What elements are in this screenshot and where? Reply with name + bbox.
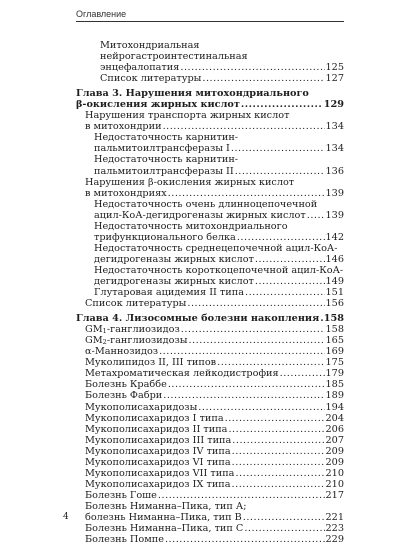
toc-entry-title: [85, 335, 187, 346]
toc-entry-title-prefix: GM: [85, 324, 103, 336]
toc-entry-line: [85, 435, 344, 446]
toc-entry-title-subscript: 2: [102, 338, 107, 347]
toc-entry: [76, 265, 344, 287]
toc-entry-title: [85, 177, 294, 188]
toc-entry-title-text: Список литературы: [85, 298, 187, 310]
dot-leader: [245, 287, 325, 298]
toc-entry-line: [85, 368, 344, 379]
toc-entry-title-text: Болезнь Ниманна–Пика, тип А;: [85, 500, 247, 512]
toc-entry-title: [85, 435, 231, 446]
toc-entry-line: [85, 512, 344, 523]
toc-entry: [76, 468, 344, 479]
dot-leader: [241, 99, 323, 110]
toc-page-number: 209: [325, 456, 344, 468]
toc-entry-title: [85, 523, 243, 534]
toc-entry: [76, 435, 344, 446]
dot-leader: [232, 457, 325, 468]
toc-chapter-entry: [76, 313, 344, 324]
dot-leader: [235, 468, 324, 479]
toc-page-number: 146: [325, 253, 344, 265]
toc-entry-line: [100, 62, 344, 73]
toc-entry: [76, 490, 344, 501]
toc-entry-title-text: Глава 4. Лизосомные болезни накопления: [76, 313, 320, 325]
toc-entry-line: [85, 534, 344, 545]
dot-leader: [202, 73, 324, 84]
toc-entry-title-text: ацил-КоА-дегидрогеназы жирных кислот: [94, 209, 306, 221]
toc-page-number: 223: [325, 523, 344, 535]
toc-entry-title: [76, 313, 319, 324]
toc-entry-title: [85, 490, 157, 501]
toc-page-number: 217: [325, 489, 344, 501]
toc-entry-line: [94, 243, 344, 254]
toc-page-number: 149: [325, 275, 344, 287]
toc-entry-title: [85, 188, 167, 199]
dot-leader: [187, 298, 324, 309]
toc-entry-title-text: Болезнь Ниманна–Пика, тип С: [85, 523, 244, 535]
toc-entry-line: [85, 324, 344, 335]
toc-entry-title: [85, 424, 227, 435]
toc-chapter-entry: [76, 88, 344, 110]
toc-entry-title: [85, 501, 247, 512]
toc-entry-title-text: Мукополисахаридоз IV типа: [85, 445, 231, 457]
toc-page-number: 209: [325, 445, 344, 457]
toc-entry: [76, 298, 344, 309]
toc-entry-title-text: Болезнь Гоше: [85, 489, 157, 501]
toc-entry-title-text: Болезнь Помпе: [85, 534, 164, 545]
toc-entry-title: [85, 402, 197, 413]
dot-leader: [235, 166, 325, 177]
dot-leader: [231, 143, 325, 154]
toc-page-number: 136: [325, 165, 344, 177]
toc-entry-line: [94, 166, 344, 177]
toc-entry-title-text: Мукополисахаридоз III типа: [85, 434, 232, 446]
toc-page-number: 210: [325, 478, 344, 490]
toc-entry-title: [94, 232, 236, 243]
toc-entry-line: [94, 232, 344, 243]
toc-entry-title-text: Мукополисахаридозы: [85, 401, 198, 413]
toc-entry-title: [85, 413, 224, 424]
dot-leader: [232, 446, 325, 457]
running-header: [76, 9, 344, 22]
toc-entry-title: [100, 40, 248, 62]
toc-entry-line: [85, 346, 344, 357]
toc-entry-title-text: пальмитоилтрансферазы II: [94, 165, 234, 177]
toc-entry-title: [85, 110, 289, 121]
toc-entry-title: [94, 243, 338, 254]
dot-leader: [159, 346, 324, 357]
toc-page-number: 210: [325, 467, 344, 479]
toc-entry-line: [94, 154, 344, 165]
toc-entry-line: [94, 143, 344, 154]
toc-entry: [76, 501, 344, 523]
toc-entry-line: [85, 188, 344, 199]
toc-entry-title-text: Недостаточность митохондриального: [94, 220, 288, 232]
toc-page-number: 134: [325, 121, 344, 133]
toc-page-number: 169: [325, 346, 344, 358]
toc-entry-line: [85, 379, 344, 390]
toc-page-number: 221: [325, 511, 344, 523]
toc-entry-title: [85, 534, 164, 545]
toc-entry-title-text: Митохондриальная нейрогастроинтестинальная: [100, 40, 248, 63]
toc-entry-line: [85, 402, 344, 413]
dot-leader: [188, 335, 324, 346]
toc-entry: [76, 534, 344, 545]
toc-page-number: 206: [325, 423, 344, 435]
toc-entry-title-text: Список литературы: [100, 73, 202, 85]
toc-page-number: 175: [325, 357, 344, 369]
toc-entry: [76, 379, 344, 390]
toc-page-number: 125: [325, 62, 344, 74]
dot-leader: [244, 523, 324, 534]
toc-entry-line: [85, 468, 344, 479]
dot-leader: [232, 435, 324, 446]
toc-entry-title-text: дегидрогеназы жирных кислот: [94, 253, 254, 265]
toc-entry-title: [100, 62, 179, 73]
toc-page-number: 229: [325, 534, 344, 545]
toc-page-number: 207: [325, 434, 344, 446]
toc-entry-line: [100, 73, 344, 84]
toc-entry-title-text: Глава 3. Нарушения митохондриального: [76, 88, 309, 100]
toc-entry-line: [85, 490, 344, 501]
toc-page-number: 165: [325, 335, 344, 347]
toc-entry-title-text: Недостаточность короткоцепочечной ацил-КоА-: [94, 264, 344, 276]
toc-entry: [76, 457, 344, 468]
toc-entry-title-text: дегидрогеназы жирных кислот: [94, 275, 254, 287]
dot-leader: [232, 479, 325, 490]
toc-entry: [76, 335, 344, 346]
toc-entry-title: [85, 121, 162, 132]
toc-page-number: 156: [325, 298, 344, 310]
toc-entry-title: [85, 298, 186, 309]
toc-page-number: 142: [325, 231, 344, 243]
toc-page-number: 179: [325, 368, 344, 380]
toc-entry-title: [94, 143, 230, 154]
dot-leader: [158, 490, 325, 501]
toc-entry: [76, 523, 344, 534]
toc-entry-line: [85, 479, 344, 490]
toc-entry: [76, 413, 344, 424]
toc-entry: [76, 357, 344, 368]
toc-entry-title: [76, 99, 240, 110]
toc-entry: [76, 154, 344, 176]
toc-entry-title: [85, 324, 180, 335]
toc-entry: [76, 177, 344, 199]
toc-entry-line: [94, 265, 344, 276]
toc-entry-title: [85, 357, 216, 368]
toc-entry-title-text: Нарушения β-окисления жирных кислот: [85, 176, 295, 188]
toc-entry-title: [94, 199, 317, 210]
toc-entry-line: [94, 276, 344, 287]
dot-leader: [243, 512, 325, 523]
toc-entry-title-text: -ганглиозидозы: [106, 335, 188, 347]
toc-entry: [76, 221, 344, 243]
dot-leader: [165, 534, 325, 545]
dot-leader: [181, 324, 325, 335]
toc-entry-title: [94, 287, 244, 298]
toc-entry-line: [85, 501, 344, 512]
toc-entry-title: [94, 254, 254, 265]
toc-entry-title: [85, 346, 158, 357]
toc-entry-title-subscript: 1: [102, 327, 107, 336]
toc-page-number: 194: [325, 401, 344, 413]
dot-leader: [255, 276, 325, 287]
toc-entry-title-text: Болезнь Фабри: [85, 390, 163, 402]
toc-entry-title: [85, 368, 279, 379]
running-header-title: Оглавление: [76, 9, 127, 19]
toc-entry-line: [85, 424, 344, 435]
toc-entry-line: [94, 199, 344, 210]
toc-entry-line: [76, 313, 344, 324]
toc-entry-title-text: Мукополисахаридоз IX типа: [85, 478, 231, 490]
dot-leader: [280, 368, 325, 379]
toc-entry-title: [85, 390, 162, 401]
toc-page-number: 151: [325, 287, 344, 299]
toc-entry-title-text: энцефалопатия: [100, 62, 180, 74]
dot-leader: [255, 254, 325, 265]
toc-entry-title-text: трифункционального белка: [94, 231, 236, 243]
toc-entry-title-text: пальмитоилтрансферазы I: [94, 143, 230, 155]
toc-entry-title-text: Недостаточность очень длинноцепочечной: [94, 198, 318, 210]
toc-entry: [76, 199, 344, 221]
toc-entry: [76, 132, 344, 154]
toc-entry-title: [94, 166, 234, 177]
dot-leader: [198, 402, 324, 413]
toc-entry: [76, 73, 344, 84]
toc-entry: [76, 424, 344, 435]
toc-entry-title-text: Недостаточность карнитин-: [94, 154, 239, 166]
toc-entry-line: [85, 335, 344, 346]
toc-entry-title-text: Недостаточность карнитин-: [94, 132, 239, 144]
toc-entry-title-prefix: GM: [85, 335, 103, 347]
toc-entry: [76, 40, 344, 73]
toc-entry-title: [85, 457, 231, 468]
toc-entry-title-text: Метахроматическая лейкодистрофия: [85, 368, 279, 380]
dot-leader: [320, 313, 323, 324]
toc-entry: [76, 479, 344, 490]
toc-page-number: 158: [325, 324, 344, 336]
toc-entry: [76, 287, 344, 298]
toc-entry-line: [85, 413, 344, 424]
toc-entry-title: [85, 446, 231, 457]
dot-leader: [225, 413, 325, 424]
toc-entry-title-text: Нарушения транспорта жирных кислот: [85, 110, 290, 122]
toc-page-number: 189: [325, 390, 344, 402]
toc-entry-title-text: Глутаровая ацидемия II типа: [94, 287, 244, 299]
toc-entry-title-text: Болезнь Краббе: [85, 379, 167, 391]
toc-entry-title: [94, 221, 288, 232]
toc-entry-line: [85, 357, 344, 368]
toc-entry-title: [94, 154, 238, 165]
dot-leader: [163, 121, 325, 132]
toc-entry-line: [85, 110, 344, 121]
toc-entry-title: [94, 276, 254, 287]
toc-page-number: 139: [325, 187, 344, 199]
table-of-contents: [76, 40, 344, 545]
toc-entry: [76, 346, 344, 357]
toc-page-number: 129: [323, 99, 344, 111]
toc-page-number: 139: [325, 209, 344, 221]
toc-entry-line: [85, 121, 344, 132]
toc-entry-title: [76, 88, 309, 99]
toc-entry-title-text: Мукополисахаридоз VII типа: [85, 467, 235, 479]
dot-leader: [163, 390, 324, 401]
toc-page-number: 185: [325, 379, 344, 391]
toc-entry-title-text: в митохондриях: [85, 187, 167, 199]
toc-entry-title-text: Мукополисахаридоз VI типа: [85, 456, 231, 468]
toc-entry-line: [85, 177, 344, 188]
dot-leader: [228, 424, 324, 435]
toc-page-number: 127: [325, 73, 344, 85]
toc-entry: [76, 324, 344, 335]
dot-leader: [307, 210, 325, 221]
toc-entry-line: [85, 446, 344, 457]
toc-entry-title-text: болезнь Ниманна–Пика, тип В: [85, 511, 242, 523]
toc-entry: [76, 110, 344, 132]
toc-entry-title-text: Недостаточность среднецепочечной ацил-КоА-: [94, 242, 338, 254]
toc-entry-title-text: Мукополисахаридоз II типа: [85, 423, 228, 435]
toc-entry: [76, 390, 344, 401]
toc-entry-title-text: в митохондрии: [85, 121, 162, 133]
toc-entry-line: [85, 457, 344, 468]
toc-entry-title: [94, 210, 306, 221]
toc-entry-title-text: Муколипидоз II, III типов: [85, 357, 217, 369]
dot-leader: [180, 62, 324, 73]
toc-entry-title: [94, 132, 238, 143]
dot-leader: [217, 357, 324, 368]
toc-entry: [76, 446, 344, 457]
dot-leader: [168, 188, 325, 199]
toc-entry-line: [76, 88, 344, 99]
toc-entry-line: [76, 99, 344, 110]
toc-entry-line: [94, 221, 344, 232]
toc-entry-title-text: -ганглиозидоз: [106, 324, 180, 336]
toc-entry-title: [85, 468, 234, 479]
toc-entry-line: [94, 210, 344, 221]
toc-entry: [76, 368, 344, 379]
toc-entry-line: [94, 132, 344, 143]
toc-entry-title: [85, 379, 167, 390]
page-number: 4: [63, 512, 69, 522]
toc-entry-line: [85, 523, 344, 534]
toc-entry-title: [100, 73, 201, 84]
toc-entry-line: [94, 287, 344, 298]
toc-entry-title-text: α-Маннозидоз: [85, 346, 159, 358]
toc-entry: [76, 243, 344, 265]
dot-leader: [168, 379, 325, 390]
toc-entry-title-text: Мукополисахаридоз I типа: [85, 412, 224, 424]
toc-entry-line: [100, 40, 344, 62]
toc-page-number: 158: [323, 313, 344, 325]
dot-leader: [237, 232, 325, 243]
toc-entry-line: [85, 298, 344, 309]
toc-entry: [76, 402, 344, 413]
toc-entry-title: [94, 265, 343, 276]
toc-page-number: 134: [325, 143, 344, 155]
toc-entry-title: [85, 479, 231, 490]
toc-entry-title-text: β-окисления жирных кислот: [76, 99, 240, 111]
toc-entry-line: [94, 254, 344, 265]
toc-page-number: 204: [325, 412, 344, 424]
toc-entry-line: [85, 390, 344, 401]
toc-entry-title: [85, 512, 242, 523]
